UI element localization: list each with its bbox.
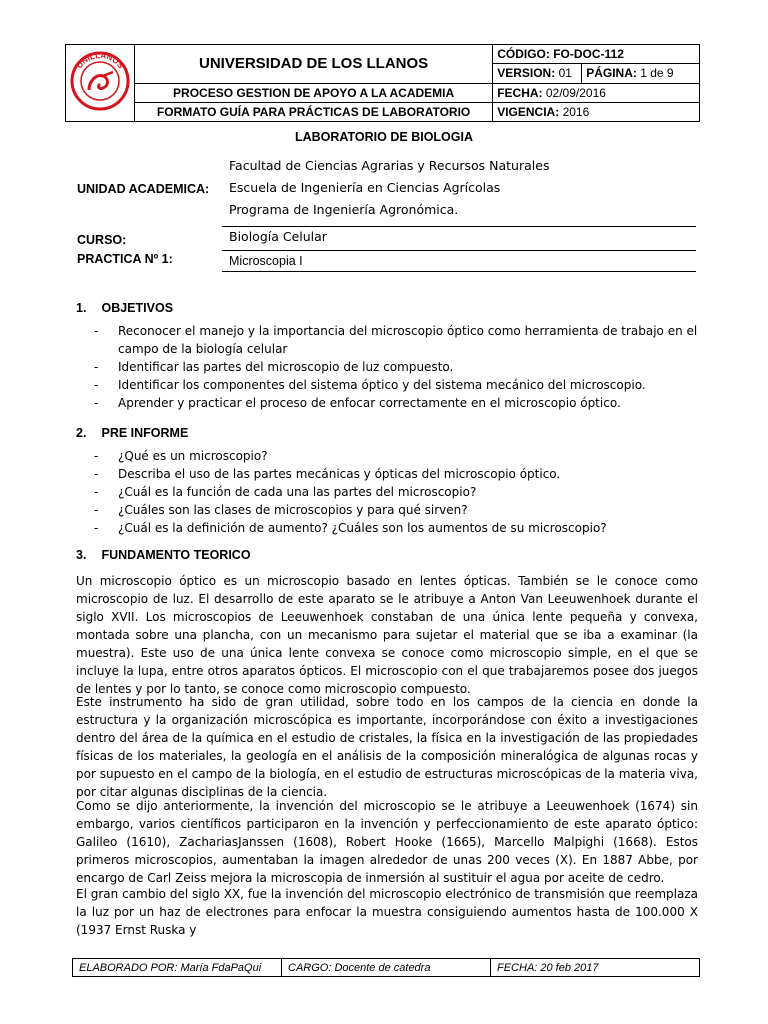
footer-fecha-cell: FECHA: 20 feb 2017 bbox=[491, 959, 700, 977]
list-item: - ¿Cuál es la definición de aumento? ¿Cuáles son los aumentos de su microscopio? bbox=[90, 519, 705, 537]
curso-value: Biología Celular bbox=[229, 229, 327, 244]
list-item: - Identificar las partes del microscopio de luz compuesto. bbox=[90, 358, 705, 376]
paragraph: El gran cambio del siglo XX, fue la invención del microscopio electrónico de transmisión que reemplaza la luz por un haz de electrones para enfocar la muestra consiguiendo aumentos hasta de 100.000 X (1937 Ernst Ruska y bbox=[76, 887, 698, 937]
vigencia-cell bbox=[493, 102, 700, 121]
curso-label: CURSO: bbox=[77, 233, 127, 247]
unidad-line-2: Escuela de Ingeniería en Ciencias Agrícolas bbox=[229, 180, 501, 195]
divider bbox=[222, 250, 696, 251]
list-item: - ¿Cuáles son las clases de microscopios y para qué sirven? bbox=[90, 501, 705, 519]
preinforme-list bbox=[90, 447, 705, 537]
list-item: - Aprender y practicar el proceso de enfocar correctamente en el microscopio óptico. bbox=[90, 394, 705, 412]
pagina-label: PÁGINA: bbox=[586, 66, 637, 81]
pagina-value: 1 de 9 bbox=[640, 66, 674, 81]
vigencia-label: VIGENCIA: bbox=[497, 104, 560, 119]
unidad-line-3: Programa de Ingeniería Agronómica. bbox=[229, 202, 459, 217]
version-value: 01 bbox=[558, 66, 572, 81]
section-title: PRE INFORME bbox=[101, 426, 189, 440]
section-title: OBJETIVOS bbox=[101, 301, 174, 315]
fecha-cell bbox=[493, 83, 700, 102]
lab-title: LABORATORIO DE BIOLOGIA bbox=[294, 130, 473, 144]
paragraph: Este instrumento ha sido de gran utilidad, sobre todo en los campos de la ciencia en donde la estructura y la organización microscópica es importante, incorporándose con éxito a investigaciones dentro del área de la química en el estudio de cristales, la física en la investigación de las propiedades físicas de los materiales, la geología en el análisis de la composición mineralógica de algunas rocas y por supuesto en el campo de la biología, en el estudio de estructuras microscópicas de la materia viva, por citar algunas disciplinas de la ciencia. bbox=[76, 695, 698, 799]
fecha-label: FECHA: bbox=[497, 85, 543, 100]
divider bbox=[222, 226, 696, 227]
list-item: - ¿Qué es un microscopio? bbox=[90, 447, 705, 465]
university-logo bbox=[66, 45, 135, 122]
codigo-cell: CÓDIGO: FO-DOC-112 bbox=[493, 45, 700, 64]
logo-emblem-icon bbox=[69, 50, 131, 112]
unidad-line-1: Facultad de Ciencias Agrarias y Recursos Naturales bbox=[229, 158, 550, 173]
pagina-cell bbox=[582, 64, 700, 83]
practica-label: PRACTICA Nº 1: bbox=[77, 252, 173, 266]
process-name: PROCESO GESTION DE APOYO A LA ACADEMIA bbox=[135, 83, 493, 102]
format-name: FORMATO GUÍA PARA PRÁCTICAS DE LABORATORIO bbox=[135, 102, 493, 121]
list-item: - Identificar los componentes del sistema óptico y del sistema mecánico del microscopio. bbox=[90, 376, 705, 394]
unidad-label: UNIDAD ACADEMICA: bbox=[77, 182, 210, 196]
section-objetivos-title bbox=[76, 301, 173, 315]
list-item: - Describa el uso de las partes mecánicas y ópticas del microscopio óptico. bbox=[90, 465, 705, 483]
objetivos-list bbox=[90, 322, 705, 412]
version-cell bbox=[493, 64, 582, 83]
list-item: - Reconocer el manejo y la importancia del microscopio óptico como herramienta de trabajo en el campo de la biología celular bbox=[90, 322, 705, 358]
logo-text: UNILLANOS bbox=[74, 50, 126, 70]
document-header-table bbox=[65, 44, 700, 122]
vigencia-value: 2016 bbox=[562, 104, 590, 119]
document-footer-table bbox=[72, 958, 700, 977]
section-preinforme-title bbox=[76, 426, 188, 440]
cargo-cell: CARGO: Docente de catedra bbox=[282, 959, 491, 977]
elaborado-cell: ELABORADO POR: María FdaPaQui bbox=[73, 959, 282, 977]
section-fundamento-title bbox=[76, 548, 251, 562]
section-number: 3. bbox=[76, 548, 87, 562]
version-label: VERSION: bbox=[497, 66, 556, 81]
university-name: UNIVERSIDAD DE LOS LLANOS bbox=[135, 45, 493, 84]
divider bbox=[222, 271, 696, 272]
list-item: - ¿Cuál es la función de cada una las partes del microscopio? bbox=[90, 483, 705, 501]
practica-value: Microscopia I bbox=[229, 254, 303, 268]
section-title: FUNDAMENTO TEORICO bbox=[101, 548, 251, 562]
paragraph: Como se dijo anteriormente, la invención del microscopio se le atribuye a Leeuwenhoek (1674) sin embargo, varios científicos participaron en la invención y perfeccionamiento de este aparato óptico: Galileo (1610), ZachariasJanssen (1608), Robert Hooke (1665), Marcello Malpighi (1668). Estos primeros microscopios, aumentaban la imagen alrededor de unas 200 veces (X). En 1887 Abbe, por encargo de Carl Zeiss mejora la microscopia de inmersión al sustituir el agua por aceite de cedro. bbox=[76, 799, 698, 885]
fecha-value: 02/09/2016 bbox=[545, 85, 606, 100]
section-number: 2. bbox=[76, 426, 87, 440]
paragraph: Un microscopio óptico es un microscopio basado en lentes ópticas. También se le conoce como microscopio de luz. El desarrollo de este aparato se le atribuye a Anton Van Leeuwenhoek durante el siglo XVII. Los microscopios de Leeuwenhoek constaban de una única lente pequeña y convexa, montada sobre una plancha, con un mecanismo para sujetar el material que se iba a examinar (la muestra). Este uso de una única lente convexa se conoce como microscopio simple, en el que se incluye la lupa, entre otros aparatos ópticos. El microscopio con el que trabajaremos posee dos juegos de lentes y por lo tanto, se conoce como microscopio compuesto. bbox=[76, 574, 698, 696]
section-number: 1. bbox=[76, 301, 87, 315]
